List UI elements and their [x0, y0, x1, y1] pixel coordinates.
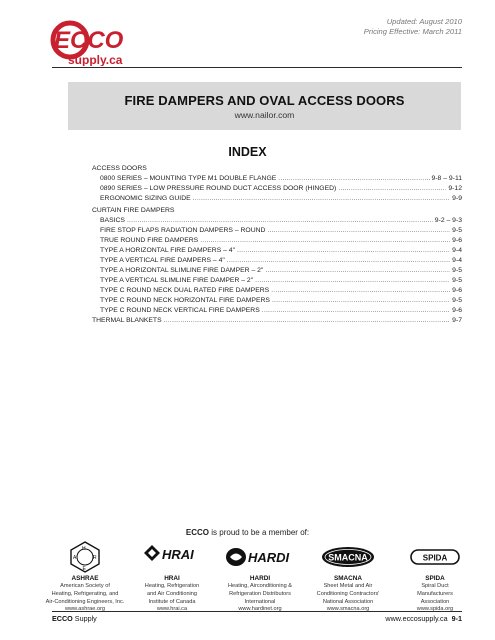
spida-logo	[390, 541, 480, 573]
member-smacna: SMACNA SMACNA Sheet Metal and Air Conditioning Contractors' National Association www.smacna.org	[303, 541, 393, 613]
index-entry-thermal-blankets[interactable]: THERMAL BLANKETS ..... 9-7	[92, 316, 462, 326]
page-title: FIRE DAMPERS AND OVAL ACCESS DOORS	[124, 93, 405, 108]
index-entry[interactable]: TYPE C ROUND NECK VERTICAL FIRE DAMPERS ..... 9-6	[92, 306, 462, 316]
svg-text:H: H	[82, 546, 86, 552]
svg-text:SMACNA: SMACNA	[328, 552, 368, 563]
header-rule	[52, 67, 462, 68]
footer-company: ECCO Supply	[52, 614, 97, 623]
page-number: 9-1	[451, 614, 462, 623]
date-info	[364, 17, 462, 37]
index-entry[interactable]: TYPE A VERTICAL FIRE DAMPERS – 4" ..... 9-4	[92, 256, 462, 266]
svg-text:HARDI: HARDI	[248, 550, 290, 565]
pricing-date: Pricing Effective: March 2011	[363, 27, 462, 36]
member-spida: SPIDA SPIDA Spiral Duct Manufacturers Association www.spida.org	[390, 541, 480, 613]
index-entry[interactable]: TYPE A VERTICAL SLIMLINE FIRE DAMPER – 2" ..... 9-5	[92, 276, 462, 286]
member-hardi: HARDI HARDI Heating, Airconditioning & Refrigeration Distributors International www.hardinet.org	[215, 541, 305, 613]
index-entry[interactable]: TYPE C ROUND NECK DUAL RATED FIRE DAMPERS ..... 9-6	[92, 286, 462, 296]
updated-date: Updated: August 2010	[386, 17, 462, 26]
section-heading: ACCESS DOORS	[92, 165, 147, 172]
title-band	[68, 82, 461, 130]
svg-text:HRAI: HRAI	[162, 547, 194, 562]
index-entry[interactable]: ERGONOMIC SIZING GUIDE ..... 9-9	[92, 194, 462, 204]
ashrae-logo	[40, 541, 130, 573]
member-url[interactable]: www.hrai.ca	[156, 606, 188, 612]
member-url[interactable]: www.smacna.org	[326, 606, 370, 612]
index-entry[interactable]: TYPE A HORIZONTAL SLIMLINE FIRE DAMPER – 2" ..... 9-5	[92, 266, 462, 276]
hardi-logo	[215, 541, 305, 573]
index-list	[92, 164, 462, 326]
footer-website[interactable]: www.eccosupply.ca	[385, 614, 448, 623]
smacna-logo	[303, 541, 393, 573]
member-logos	[40, 541, 480, 611]
member-url[interactable]: www.spida.org	[416, 606, 454, 612]
svg-text:ECCO: ECCO	[54, 27, 124, 54]
index-entry[interactable]: TYPE C ROUND NECK HORIZONTAL FIRE DAMPERS ..... 9-5	[92, 296, 462, 306]
index-entry[interactable]: 0890 SERIES – LOW PRESSURE ROUND DUCT ACCESS DOOR (HINGED) ..... 9-12	[92, 184, 462, 194]
index-entry[interactable]: FIRE STOP FLAPS RADIATION DAMPERS – ROUND ..... 9-5	[92, 226, 462, 236]
member-url[interactable]: www.ashrae.org	[64, 606, 106, 612]
footer-rule	[52, 611, 462, 612]
svg-text:E: E	[82, 566, 86, 572]
section-heading: CURTAIN FIRE DAMPERS	[92, 207, 175, 214]
index-entry[interactable]: 0800 SERIES – MOUNTING TYPE M1 DOUBLE FLANGE ..... 9-8 – 9-11	[92, 174, 462, 184]
svg-text:supply.ca: supply.ca	[68, 53, 123, 66]
member-url[interactable]: www.hardinet.org	[238, 606, 282, 612]
svg-text:SPIDA: SPIDA	[422, 553, 448, 563]
member-hrai: HRAI HRAI Heating, Refrigeration and Air Conditioning Institute of Canada www.hrai.ca	[127, 541, 217, 613]
footer-right	[385, 614, 462, 623]
index-entry[interactable]: TYPE A HORIZONTAL FIRE DAMPERS – 4" ..... 9-4	[92, 246, 462, 256]
svg-text:A: A	[73, 555, 77, 561]
membership-statement: ECCO is proud to be a member of:	[185, 528, 310, 537]
index-entry[interactable]: TRUE ROUND FIRE DAMPERS ..... 9-6	[92, 236, 462, 246]
member-ashrae: H A R E ASHRAE American Society of Heating, Refrigerating, and Air-Conditioning Engineers, Inc. www.ashrae.org	[40, 541, 130, 613]
manufacturer-url[interactable]: www.nailor.com	[234, 110, 295, 120]
index-entry[interactable]: BASICS ..... 9-2 – 9-3	[92, 216, 462, 226]
ecco-supply-logo	[50, 18, 142, 66]
index-heading: INDEX	[228, 145, 267, 159]
svg-text:R: R	[93, 555, 97, 561]
hrai-logo	[127, 541, 217, 573]
